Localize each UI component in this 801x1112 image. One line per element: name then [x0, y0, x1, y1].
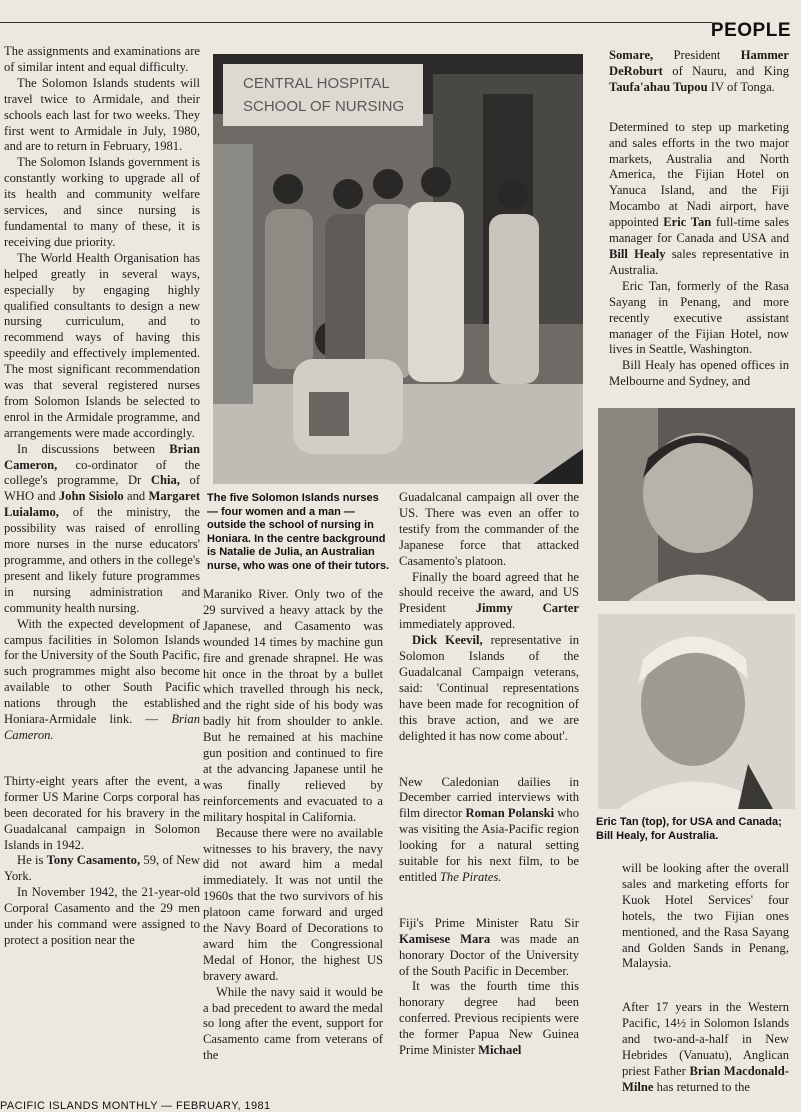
eric-tan-portrait	[598, 408, 795, 601]
paragraph: The Solomon Islands government is constantly working to upgrade all of its health and community welfare services, and since nursing is fundamental to many of these, it is receiving due priority.	[4, 155, 200, 249]
person-name: Hammer DeRoburt	[609, 48, 789, 78]
column-4	[609, 48, 789, 390]
paragraph: After 17 years in the Western Pacific, 14½ in Solomon Islands and two-and-a-half in New Hebrides (Vanuatu), Anglican priest Father Brian Macdonald-Milne has returned to the	[622, 1000, 790, 1094]
paragraph: Eric Tan, formerly of the Rasa Sayang in Penang, and more recently executive assistant manager of the Fijian Hotel, now lives in Seattle, Washington.	[609, 278, 789, 357]
paragraph: In November 1942, the 21-year-old Corporal Casamento and the 29 men under his command were assigned to protect a position near the	[4, 885, 200, 947]
portraits-caption: Eric Tan (top), for USA and Canada; Bill Healy, for Australia.	[596, 816, 782, 842]
hospital-sign	[223, 64, 423, 126]
paragraph: Dick Keevil, representative in Solomon Islands of the Guadalcanal Campaign veterans, said: 'Continual representations have been made for recognition of this brave action, and we are delighted it has now come about'.	[399, 633, 579, 743]
paragraph: Somare, President Hammer DeRoburt of Nauru, and King Taufa'ahau Tupou IV of Tonga.	[609, 48, 789, 94]
person-name: Eric Tan	[663, 215, 712, 230]
paragraph: Determined to step up marketing and sales efforts in the two major markets, Australia and North America, the Fijian Hotel on Yanuca Island, and the Fiji Mocambo at Nadi airport, have appointed Eric Tan full-time sales manager for Canada and USA and Bill Healy sales representative in Australia.	[609, 119, 790, 277]
paragraph: Bill Healy has opened offices in Melbourne and Sydney, and	[609, 358, 789, 389]
nurses-photo-illustration	[213, 54, 583, 484]
person-name: Brian Cameron,	[4, 441, 200, 472]
paragraph: will be looking after the overall sales and marketing efforts for Kuok Hotel Services' four hotels, the two Fijian ones mentioned, and the Rasa Sayang and Golden Sands in Penang, Malaysia.	[622, 861, 789, 971]
person-name: Brian Macdonald-Milne	[622, 1063, 790, 1094]
person-name: Chia,	[150, 473, 180, 488]
sign-text-line2: SCHOOL OF NURSING	[243, 98, 405, 115]
paragraph: Because there were no available witnesses to his bravery, the navy did not award him a medal immediately. It was not until the 1960s that the two survivors of his platoon came forward and urged the Navy Board of Decorations to award him the Congressional Medal of Honor, the highest US bravery award.	[203, 825, 383, 983]
person-name: Tony Casamento,	[46, 853, 141, 868]
paragraph: New Caledonian dailies in December carried interviews with film director Roman Polanski who was visiting the Asia-Pacific region looking for a natural setting suitable for his next film, to be entitled The Pirates.	[399, 774, 579, 884]
person-name: Bill Healy	[609, 246, 666, 261]
person-name: Margaret Luialamo,	[4, 489, 201, 520]
column-3	[399, 490, 579, 1059]
nurses-photo-caption: The five Solomon Islands nurses — four women and a man — outside the school of nursing in Honiara. In the centre background is Natalie de Julia, an Australian nurse, who was one of their tutors.	[207, 492, 390, 572]
column-1	[4, 44, 200, 949]
paragraph: Fiji's Prime Minister Ratu Sir Kamisese Mara was made an honorary Doctor of the University of the South Pacific in December.	[399, 915, 579, 978]
paragraph: Thirty-eight years after the event, a former US Marine Corps corporal has been decorated for his bravery in the Guadalcanal campaign in Solomon Islands in 1942.	[4, 773, 200, 852]
person-name: Jimmy Carter	[475, 601, 579, 616]
person-name: Michael	[478, 1043, 522, 1058]
film-title: The Pirates.	[439, 869, 502, 884]
paragraph: It was the fourth time this honorary degree had been conferred. Previous recipients were the former Papua New Guinea Prime Minister Michael	[399, 979, 579, 1058]
paragraph: The assignments and examinations are of similar intent and equal difficulty.	[4, 44, 200, 74]
person-name: John Sisiolo	[58, 489, 124, 504]
section-title: PEOPLE	[710, 20, 791, 41]
nurses-photo	[213, 54, 583, 484]
paragraph: The World Health Organisation has helped greatly in several ways, especially by engaging highly qualified consultants to design a new nursing curriculum, and to recommend ways of having this speedily and effectively implemented. The most significant recommendation was that several registered nurses from Solomon Islands be selected to enrol in the Armidale programme, and arrangements were made accordingly.	[4, 250, 200, 440]
paragraph: He is Tony Casamento, 59, of New York.	[4, 853, 200, 884]
person-name: Somare,	[609, 48, 654, 62]
paragraph: With the expected development of campus facilities in Solomon Islands for the University of the South Pacific, such programmes might also become available to other South Pacific nations through the established Honiara-Armidale link. — Brian Cameron.	[4, 616, 200, 742]
header-rule	[0, 22, 712, 23]
column-4-continued	[622, 861, 789, 1096]
column-2	[203, 587, 383, 1064]
paragraph: Maraniko River. Only two of the 29 survived a heavy attack by the Japanese, and Casamento was wounded 14 times by machine gun fire and grenade shrapnel. He was hit once in the throat by a bullet which travelled through his neck, and the right side of his body was badly hit from shoulder to ankle. But he remained at his machine gun position and continued to fire at the advancing Japanese until he was finally relieved by reinforcements and evacuated to a military hospital in California.	[203, 587, 383, 824]
eric-tan-photo	[598, 408, 795, 601]
bill-healy-portrait	[598, 614, 795, 809]
person-name: Taufa'ahau Tupou	[609, 79, 708, 94]
byline: Brian Cameron.	[4, 712, 200, 742]
paragraph: While the navy said it would be a bad precedent to award the medal so long after the event, support for Casamento came from veterans of the	[203, 984, 383, 1063]
sign-text-line1: CENTRAL HOSPITAL	[243, 75, 390, 92]
bill-healy-photo	[598, 614, 795, 809]
person-name: Kamisese Mara	[399, 931, 491, 946]
person-name: Dick Keevil,	[412, 633, 483, 648]
paragraph: The Solomon Islands students will travel twice to Armidale, and their schools each last for two weeks. They first went to Armidale in July, 1980, and are to return in February, 1981.	[4, 75, 200, 154]
person-name: Roman Polanski	[465, 806, 555, 821]
paragraph: In discussions between Brian Cameron, co-ordinator of the college's programme, Dr Chia, of WHO and John Sisiolo and Margaret Luialamo, of the ministry, the possibility was raised of enrolling more nurses in the nurse educators' programme, and others in the college's present and likely future programmes in nursing administration and community health nursing.	[4, 441, 201, 615]
paragraph: Finally the board agreed that he should receive the award, and US President Jimmy Carter immediately approved.	[399, 569, 579, 632]
page-footer: PACIFIC ISLANDS MONTHLY — FEBRUARY, 1981	[0, 1100, 271, 1112]
paragraph: Guadalcanal campaign all over the US. There was even an offer to testify from the commander of the Japanese force that attacked Casamento's platoon.	[399, 490, 579, 568]
